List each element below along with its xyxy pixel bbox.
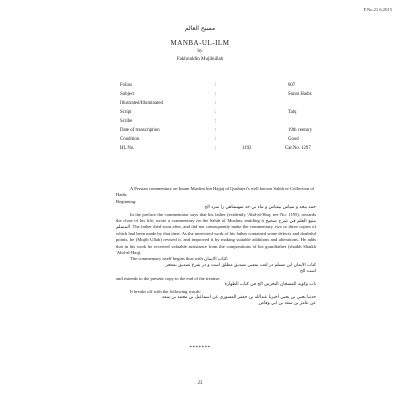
arabic-opening-line: حمد بيحد و سپاس بيقياس و ثناء بي حد شهنشاهي را سزد الخ [204, 205, 316, 211]
beginning-label: Beginning: [116, 198, 137, 204]
arabic-title: مسبح العالم [184, 25, 216, 32]
meta-row [120, 119, 350, 128]
description-body [116, 186, 316, 308]
catalogue-number: Cat.No. 1297 [285, 146, 311, 151]
meta-value: Sunni Hadis [288, 92, 312, 97]
file-number-stamp: F.No.21.6.2015 [363, 7, 392, 12]
meta-separator: : [215, 101, 217, 106]
extent-line: and extends to the present copy to the end of the treatise: [116, 275, 221, 281]
meta-row-hl-number [120, 146, 350, 155]
meta-value: 607 [288, 83, 296, 88]
meta-label: Illustrated/Illuminated [120, 101, 163, 106]
hl-number: 1192 [242, 146, 252, 151]
meta-label: Subject [120, 92, 135, 97]
meta-row [120, 128, 350, 137]
meta-row [120, 101, 350, 110]
meta-row [120, 137, 350, 146]
english-title: MANBA-UL-ILM [170, 39, 230, 47]
meta-separator: : [215, 92, 217, 97]
meta-label: Script [120, 110, 132, 115]
arabic-quote-line: عن عامر بن سعد بن ابي وقاص [258, 301, 316, 307]
meta-row [120, 83, 350, 92]
preface-paragraph: In the preface the commentator says that his father (evidently 'Abd-al-Haq, see No. 1195), towards the close of his life, wrote a commentary on the Sahih of Muslim, entitling it منبع العلم في شرح صحيح المسلم. The father died soon after, and did not consequently make the commentary, two or three copies of which had been made by that time. As the unrevised work of his father contained some defects and doubtful points, he (Mujib Ullah) revised it, and improved it by making suitable additions and alterations. He adds that in his work he received valuable assistance from the compositions of his grandfather (shaikh Shaikh 'Abd-al-Haq). [116, 211, 316, 256]
meta-value: Talq [288, 110, 297, 115]
meta-separator: : [215, 137, 217, 142]
manuscript-metadata [120, 83, 350, 155]
breaks-off-line: It breaks off with the following words: [130, 288, 202, 294]
author-name: Fakhruddin Mujibullah [176, 57, 224, 62]
meta-separator: : [215, 83, 217, 88]
commentary-begins-line: The commentary itself begins thus with كتاب الايمان: [130, 256, 229, 262]
meta-separator: : [215, 119, 217, 124]
meta-label: Date of transcription [120, 128, 160, 133]
arabic-quote-line: باب وكونه المشجان التحرس الخ في كتاب الطهارة [224, 282, 316, 288]
page-number: 23 [197, 381, 203, 386]
meta-label: Folios [120, 83, 132, 88]
meta-separator: : [215, 110, 217, 115]
meta-row [120, 110, 350, 119]
arabic-quote-line: حدثنا يحيي بن يحيي اخبرنا عبدالله بن جعفر المسوري عن اسماعيل بن محمد بن سعد [161, 294, 316, 300]
meta-separator: : [215, 128, 217, 133]
meta-value: 19th century [288, 128, 313, 133]
meta-row [120, 92, 350, 101]
meta-label: HL No. [120, 146, 135, 151]
meta-label: Scribe [120, 119, 133, 124]
intro-paragraph: A Persian commentary on Imam Muslim bin Hajjaj ul Qushayri's well known Sahih or Collection of Hadis [116, 186, 315, 198]
meta-label: Condition [120, 137, 140, 142]
arabic-quote-line: است الخ [300, 269, 316, 275]
section-divider: ******* [189, 346, 211, 351]
by-line: by [197, 49, 203, 54]
arabic-quote-line: كتاب الايمان ابن مسلم در لغت بمعني تصديق مطلق است و در شرع تصديق بمعجز [165, 262, 316, 268]
meta-separator: : [215, 146, 217, 151]
meta-value: Good [288, 137, 299, 142]
